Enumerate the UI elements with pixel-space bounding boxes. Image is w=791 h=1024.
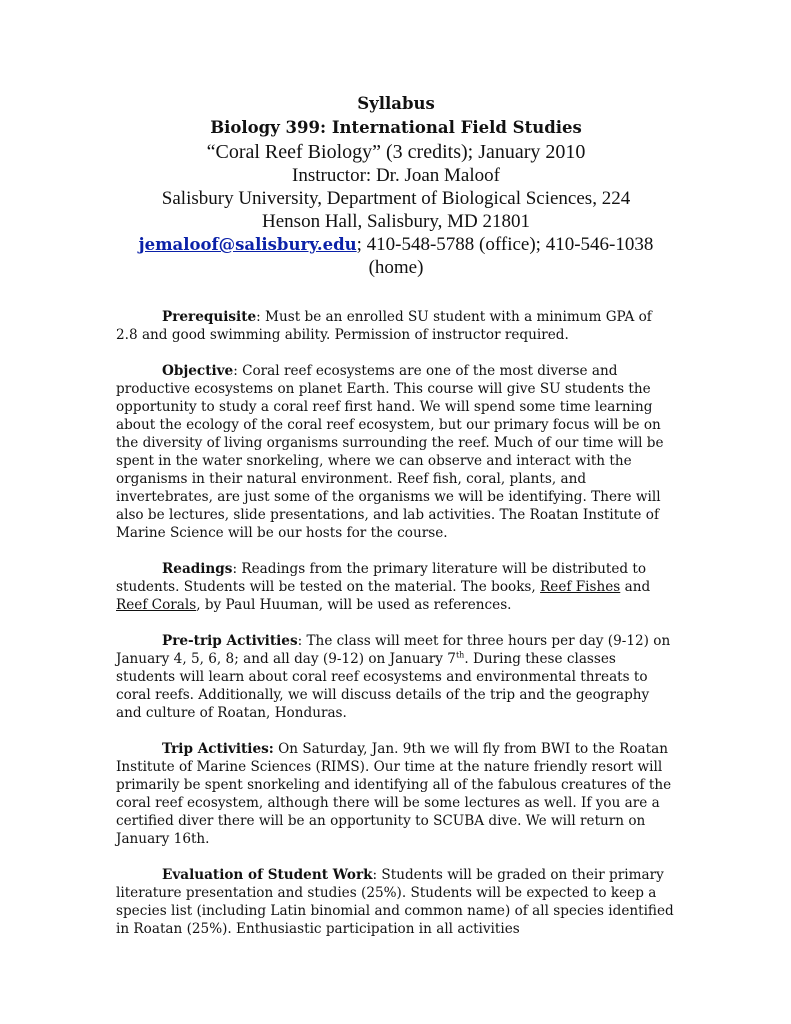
phone-home-label: (home) xyxy=(368,257,424,278)
objective-heading: Objective xyxy=(162,363,234,379)
pretrip-heading: Pre-trip Activities xyxy=(162,633,298,649)
book-reef-fishes: Reef Fishes xyxy=(540,579,621,595)
trip-text: On Saturday, Jan. 9th we will fly from BWI to the Roatan Institute of Marine Sciences (RIMS). Our time at the nature friendly resort will primarily be spent snorkeling and identifying all of the fabulous creatures of the coral reef ecosystem, although there will be some lectures as well. If you are a certified diver there will be an opportunity to SCUBA dive. We will return on January 16th. xyxy=(116,741,672,847)
email-link[interactable]: jemaloof@salisbury.edu xyxy=(138,235,357,254)
course-subtitle: “Coral Reef Biology” (3 credits); January 2010 xyxy=(206,141,586,163)
prerequisite-heading: Prerequisite xyxy=(162,309,257,325)
objective-text: : Coral reef ecosystems are one of the most diverse and productive ecosystems on planet Earth. This course will give SU students the opportunity to study a coral reef first hand. We will spend some time learning about the ecology of the coral reef ecosystem, but our primary focus will be on the diversity of living organisms surrounding the reef. Much of our time will be spent in the water snorkeling, where we can observe and interact with the organisms in their natural environment. Reef fish, coral, plants, and invertebrates, are just some of the organisms we will be identifying. There will also be lectures, slide presentations, and lab activities. The Roatan Institute of Marine Science will be our hosts for the course. xyxy=(116,363,664,541)
department-line-2: Henson Hall, Salisbury, MD 21801 xyxy=(262,211,530,232)
readings-heading: Readings xyxy=(162,561,233,577)
syllabus-header xyxy=(116,92,676,279)
contact-line xyxy=(116,233,676,256)
evaluation-text: : Students will be graded on their primary literature presentation and studies (25%). Students will be expected to keep a species list (including Latin binomial and common name) of all species identified in Roatan (25%). Enthusiastic participation in all activities xyxy=(116,867,674,937)
evaluation-section xyxy=(116,866,676,938)
objective-section xyxy=(116,362,676,542)
readings-text-b: and xyxy=(620,579,651,595)
document-title: Syllabus xyxy=(357,94,435,113)
pretrip-text-b: . During these classes students will learn about coral reef ecosystems and environmental threats to coral reefs. Additionally, we will discuss details of the trip and the geography and culture of Roatan, Honduras. xyxy=(116,651,650,721)
syllabus-page xyxy=(116,92,676,938)
book-reef-corals: Reef Corals xyxy=(116,597,197,613)
prerequisite-section xyxy=(116,308,676,344)
readings-text-a: : Readings from the primary literature will be distributed to students. Students will be tested on the material. The books, xyxy=(116,561,647,595)
trip-heading: Trip Activities: xyxy=(162,741,274,757)
instructor-line: Instructor: Dr. Joan Maloof xyxy=(292,165,500,186)
pretrip-section xyxy=(116,632,676,722)
prerequisite-text: : Must be an enrolled SU student with a minimum GPA of 2.8 and good swimming ability. Permission of instructor required. xyxy=(116,309,652,343)
trip-section xyxy=(116,740,676,848)
readings-section xyxy=(116,560,676,614)
pretrip-superscript: th xyxy=(455,650,465,660)
department-line-1: Salisbury University, Department of Biological Sciences, 224 xyxy=(161,188,631,209)
readings-text-c: , by Paul Huuman, will be used as references. xyxy=(196,597,512,613)
evaluation-heading: Evaluation of Student Work xyxy=(162,867,373,883)
course-title: Biology 399: International Field Studies xyxy=(210,118,582,137)
pretrip-text-a: : The class will meet for three hours per day (9-12) on January 4, 5, 6, 8; and all day (9-12) on January 7 xyxy=(116,633,671,667)
phone-numbers: ; 410-548-5788 (office); 410-546-1038 xyxy=(356,234,654,255)
